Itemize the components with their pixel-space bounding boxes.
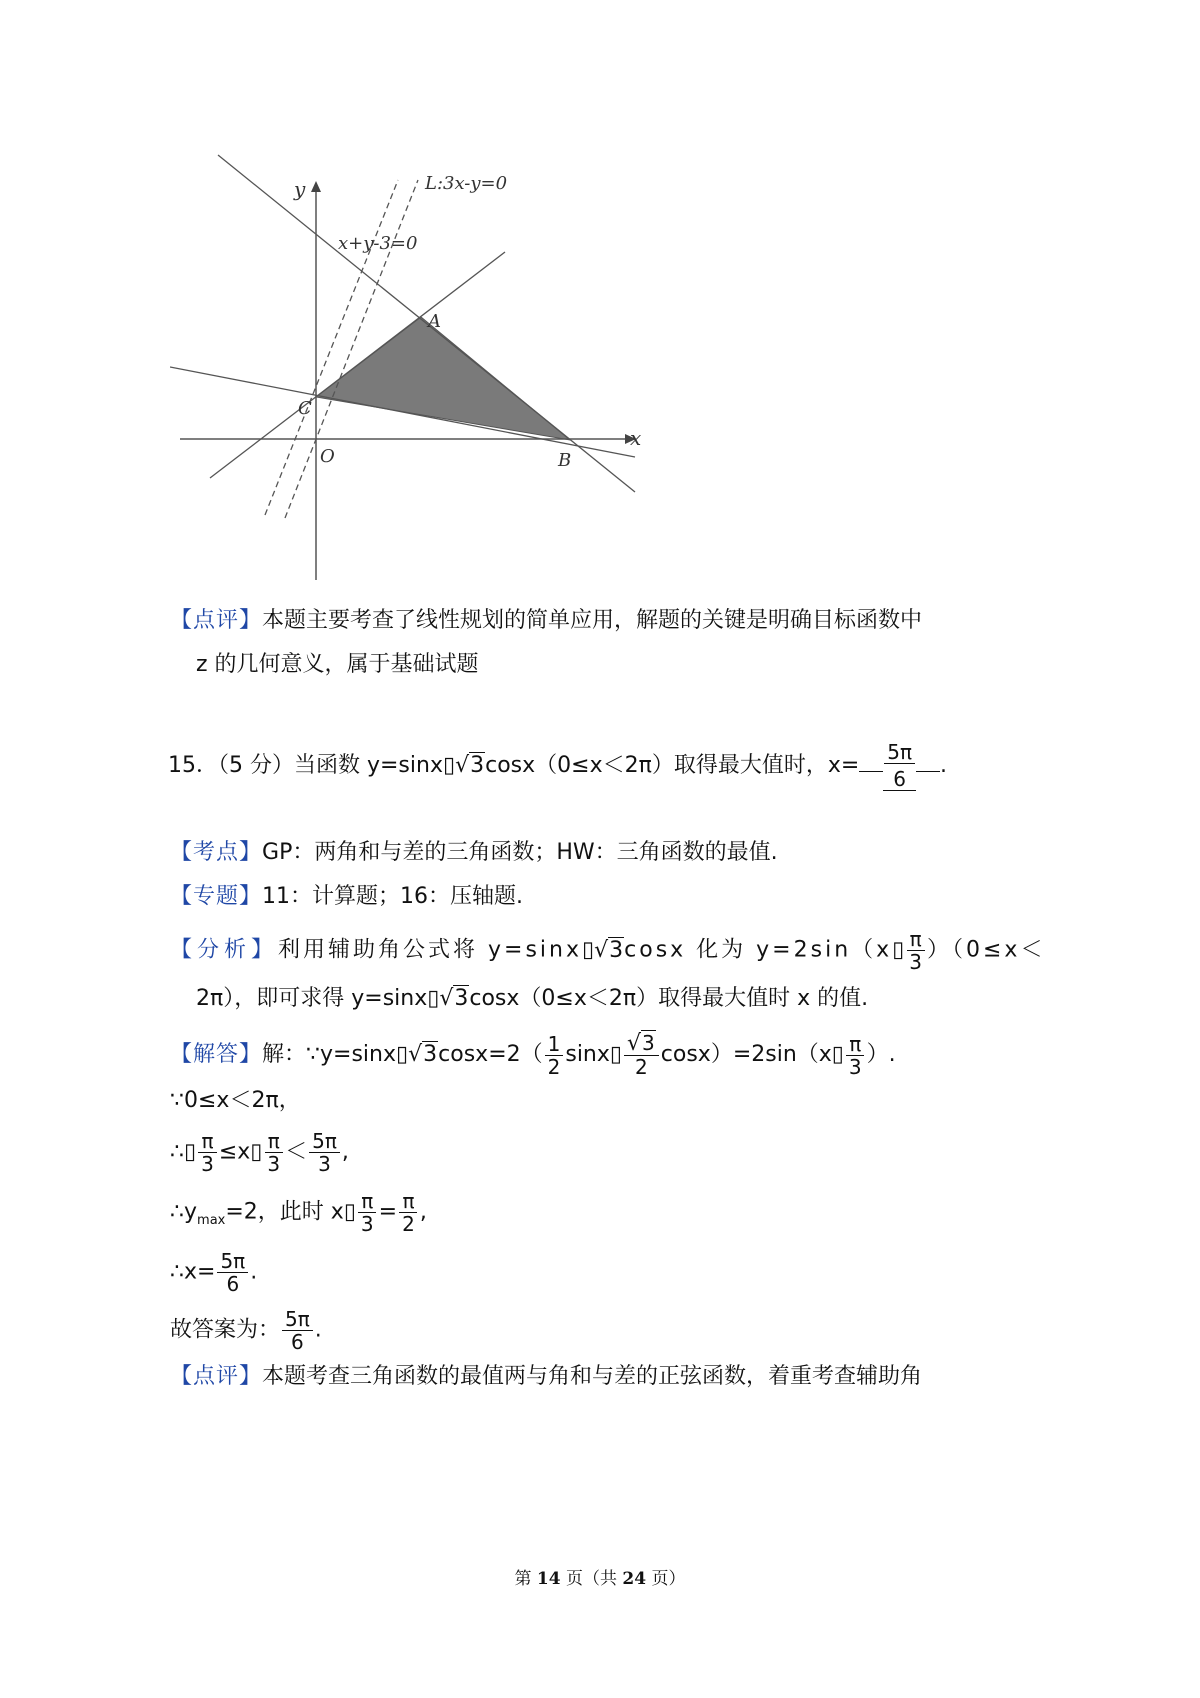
linear-programming-figure: [170, 150, 670, 590]
page-number: 14: [536, 1569, 561, 1589]
five-pi-over-3: $\frac{5\pi}{3}$: [309, 1130, 340, 1175]
y-axis-label: y: [294, 177, 306, 201]
five-pi-over-6: $\frac{5\pi}{6}$: [282, 1308, 313, 1353]
sqrt-3: √3: [408, 1042, 438, 1067]
kaodian-text: GP：两角和与差的三角函数；HW：三角函数的最值.: [262, 840, 778, 865]
missing-glyph-icon: ▯: [582, 937, 595, 963]
problem15-prefix: 15．（5 分）当函数 y=sinx: [168, 753, 443, 778]
missing-glyph-icon: ▯: [892, 937, 905, 963]
sqrt-3: √3: [455, 753, 485, 778]
pi-over-3: $\frac{\pi}{3}$: [906, 928, 925, 973]
missing-glyph-icon: ▯: [831, 1042, 844, 1067]
review1-text1: 本题主要考查了线性规划的简单应用，解题的关键是明确目标函数中: [262, 608, 923, 633]
zhuanti-text: 11：计算题；16：压轴题.: [262, 884, 523, 909]
line-xy-label: x+y-3=0: [338, 233, 418, 254]
point-a-label: A: [428, 311, 441, 332]
feasible-region: [316, 317, 570, 440]
zhuanti-tag: 【专题】: [170, 884, 263, 909]
review1-line2: [196, 650, 479, 680]
kaodian-tag: 【考点】: [170, 840, 263, 865]
step2: ∴▯ $\frac{\pi}{3}$ ≤x▯ $\frac{\pi}{3}$ ＜ $\frac{5\pi}{3}$ ,: [170, 1129, 349, 1176]
missing-glyph-icon: ▯: [396, 1042, 409, 1067]
origin-label: O: [320, 446, 335, 467]
one-half: $\frac{1}{2}$: [545, 1033, 564, 1078]
step4: ∴x= $\frac{5\pi}{6}$ .: [170, 1249, 258, 1296]
pi-over-3: $\frac{\pi}{3}$: [198, 1130, 217, 1175]
jieda-tag: 【解答】: [170, 1042, 263, 1067]
sqrt3-over-2: $\frac{√3}{2}$: [624, 1032, 659, 1078]
step1: ∵0≤x＜2π，: [170, 1088, 301, 1113]
page-total: 24: [622, 1569, 647, 1589]
missing-glyph-icon: ▯: [427, 986, 440, 1011]
point-b-label: B: [558, 450, 572, 471]
pi-over-3: $\frac{\pi}{3}$: [358, 1190, 377, 1235]
fenxi-line2: 2π），即可求得 y=sinx▯√3cosx（0≤x＜2π）取得最大值时 x 的值.: [196, 984, 868, 1014]
fenxi-tag: 【分析】: [170, 937, 279, 963]
review1-tag: 【点评】: [170, 608, 263, 633]
step3: $\therefore y_{max}=2$，此时 x▯ $\frac{\pi}{3}$ = $\frac{\pi}{2}$ ,: [170, 1189, 427, 1236]
review1-line1: [170, 606, 922, 636]
line-l-label: L:3x-y=0: [425, 173, 508, 194]
pi-over-2: $\frac{\pi}{2}$: [399, 1190, 418, 1235]
review1-text2: z 的几何意义，属于基础试题: [196, 652, 479, 677]
five-pi-over-6: $\frac{5\pi}{6}$: [217, 1250, 248, 1295]
y-axis-arrow: [311, 181, 321, 192]
pi-over-3: $\frac{\pi}{3}$: [846, 1033, 865, 1078]
problem15-line: 15．（5 分）当函数 y=sinx▯√3cosx（0≤x＜2π）取得最大值时，x= $\frac{5\pi}{6}$ .: [168, 740, 948, 791]
missing-glyph-icon: ▯: [184, 1139, 197, 1165]
jieda-line: 【解答】解：∵y=sinx▯√3cosx=2（ $\frac{1}{2}$ sinx▯ $\frac{√3}{2}$ cosx）=2sin（x▯ $\frac{\pi}{3}$ ）.: [170, 1031, 896, 1079]
missing-glyph-icon: ▯: [442, 753, 456, 778]
page-footer: 第 14 页（共 24 页）: [514, 1569, 686, 1589]
answer-fraction: $\frac{5\pi}{6}$: [883, 741, 916, 791]
review2-tag: 【点评】: [170, 1364, 263, 1389]
pi-over-3: $\frac{\pi}{3}$: [264, 1130, 283, 1175]
fenxi-line1: 【分析】利用辅助角公式将 y=sinx▯√3cosx 化为 y=2sin（x▯ $\frac{\pi}{3}$ ）（0≤x＜: [170, 927, 1046, 974]
missing-glyph-icon: ▯: [250, 1139, 263, 1165]
missing-glyph-icon: ▯: [343, 1199, 356, 1225]
sqrt-3: √3: [594, 937, 624, 963]
line-x-plus-y: [218, 155, 635, 492]
missing-glyph-icon: ▯: [609, 1042, 623, 1067]
answer-blank-right: [916, 771, 940, 772]
answer-blank-left: [859, 771, 883, 772]
kaodian-line: [170, 838, 778, 868]
x-axis-label: x: [630, 426, 642, 450]
sqrt-3: √3: [439, 986, 469, 1011]
step5: 故答案为： $\frac{5\pi}{6}$ .: [170, 1307, 322, 1354]
problem15-mid: cosx（0≤x＜2π）取得最大值时，x=: [485, 753, 860, 778]
point-c-label: C: [298, 398, 312, 419]
review2-line: 【点评】本题考查三角函数的最值两与角和与差的正弦函数，着重考查辅助角: [170, 1364, 923, 1389]
zhuanti-line: [170, 882, 523, 912]
